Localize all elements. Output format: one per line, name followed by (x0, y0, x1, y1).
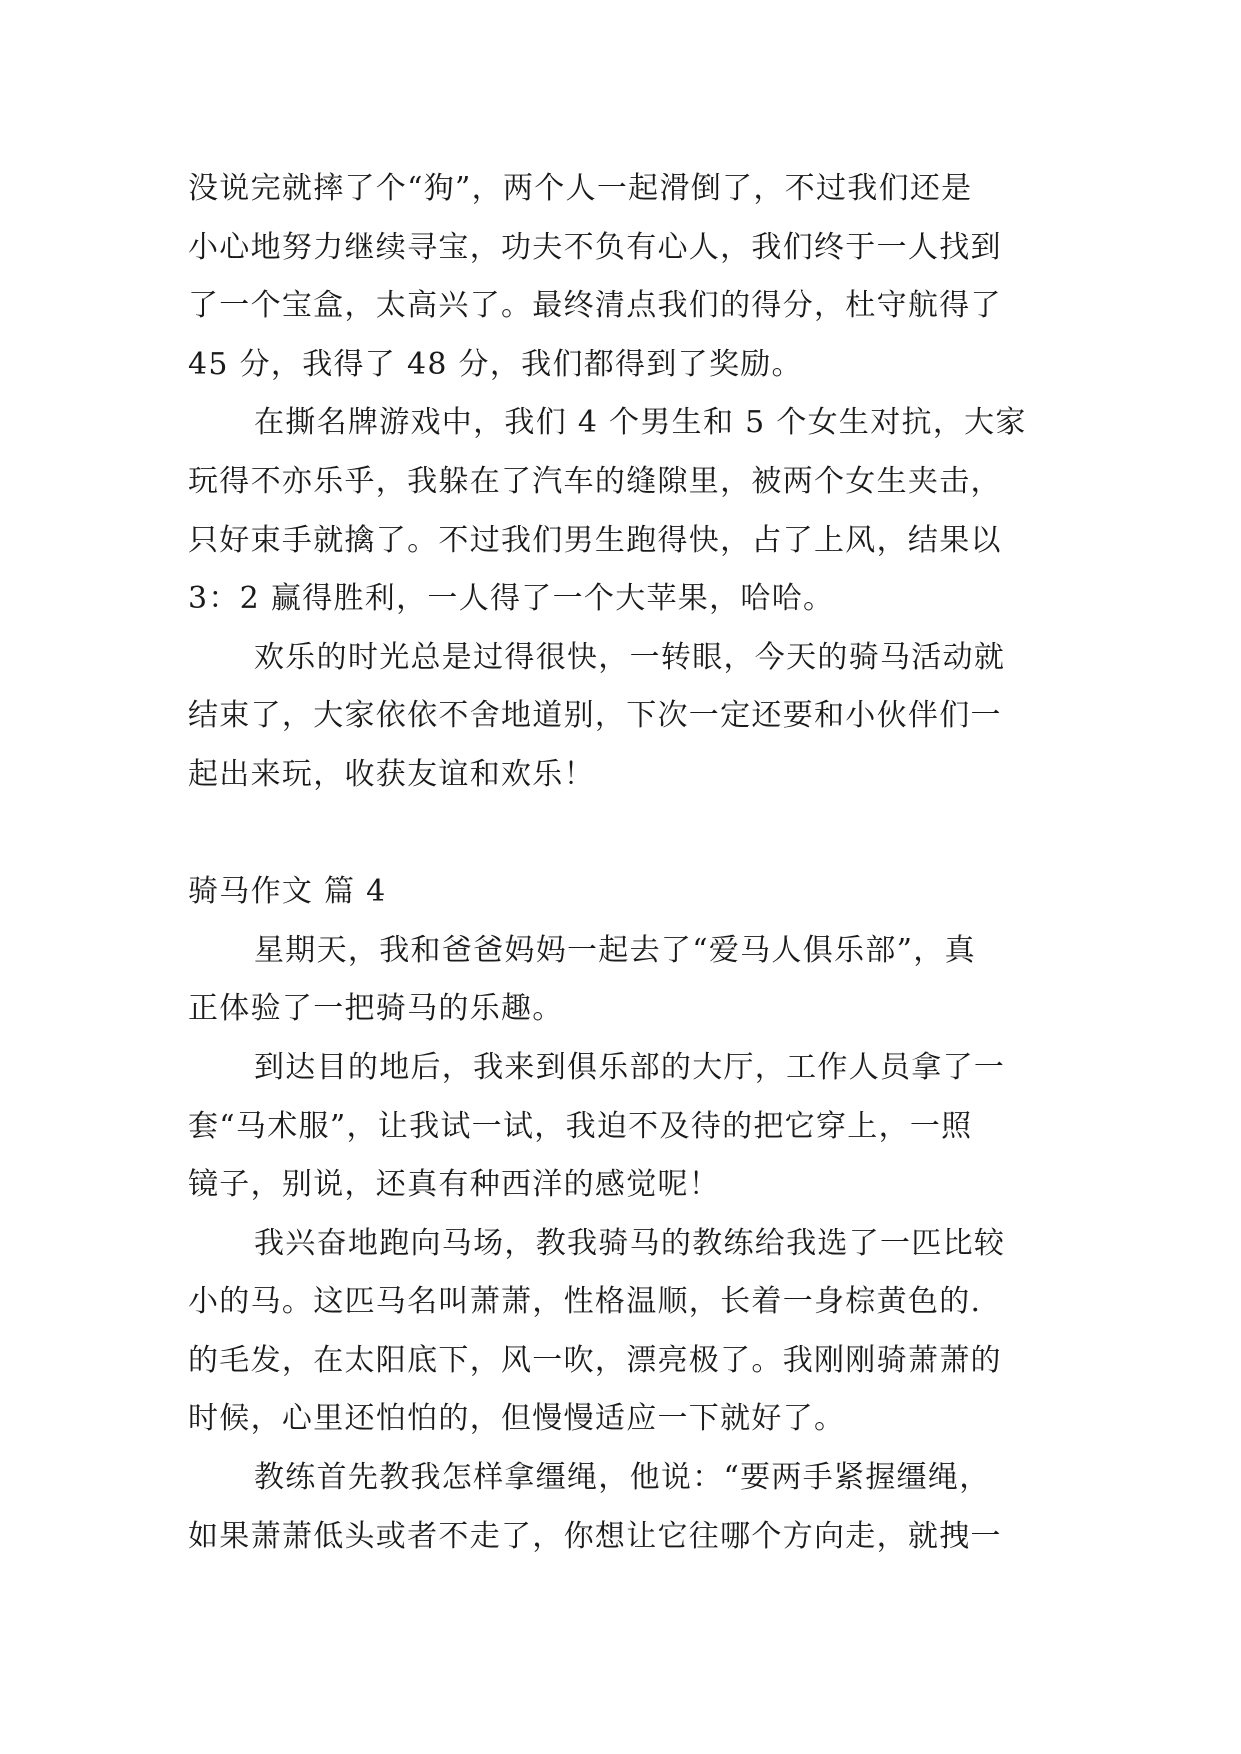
text-line: 正体验了一把骑马的乐趣。 (188, 991, 564, 1027)
text-line: 到达目的地后，我来到俱乐部的大厅，工作人员拿了一 (254, 1049, 1006, 1085)
text-line: 了一个宝盒，太高兴了。最终清点我们的得分，杜守航得了 (188, 288, 1002, 324)
text-line: 45 分，我得了 48 分，我们都得到了奖励。 (188, 346, 803, 382)
text-line: 镜子，别说，还真有种西洋的感觉呢！ (188, 1167, 721, 1203)
text-line: 没说完就摔了个“狗”，两个人一起滑倒了，不过我们还是 (188, 171, 973, 206)
paragraph-4 (188, 922, 1060, 1039)
paragraph-1 (188, 160, 1060, 394)
text-line: 套“马术服”，让我试一试，我迫不及待的把它穿上，一照 (188, 1108, 973, 1144)
text-line: 只好束手就擒了。不过我们男生跑得快，占了上风，结果以 (188, 522, 1002, 558)
blank-line (188, 805, 1060, 864)
text-line: 起出来玩，收获友谊和欢乐！ (188, 756, 595, 792)
text-line: 时候，心里还怕怕的，但慢慢适应一下就好了。 (188, 1401, 846, 1437)
text-line: 我兴奋地跑向马场，教我骑马的教练给我选了一匹比较 (254, 1225, 1006, 1261)
paragraph-2 (188, 394, 1060, 628)
text-line: 玩得不亦乐乎，我躲在了汽车的缝隙里，被两个女生夹击， (188, 463, 1002, 499)
paragraph-5 (188, 1039, 1060, 1215)
text-line: 小的马。这匹马名叫萧萧，性格温顺，长着一身棕黄色的. (188, 1284, 982, 1320)
section-heading: 骑马作文 篇 4 (188, 874, 387, 910)
text-line: 欢乐的时光总是过得很快，一转眼，今天的骑马活动就 (254, 639, 1006, 675)
paragraph-6 (188, 1215, 1060, 1449)
text-line: 小心地努力继续寻宝，功夫不负有心人，我们终于一人找到 (188, 229, 1002, 265)
text-line: 如果萧萧低头或者不走了，你想让它往哪个方向走，就拽一 (188, 1518, 1002, 1554)
paragraph-3 (188, 629, 1060, 805)
text-line: 教练首先教我怎样拿缰绳，他说：“要两手紧握缰绳， (254, 1460, 991, 1496)
paragraph-7 (188, 1449, 1060, 1566)
text-line: 3：2 赢得胜利，一人得了一个大苹果，哈哈。 (188, 581, 835, 617)
essay-body (188, 160, 1060, 1566)
text-line: 结束了，大家依依不舍地道别，下次一定还要和小伙伴们一 (188, 698, 1002, 734)
text-line: 的毛发，在太阳底下，风一吹，漂亮极了。我刚刚骑萧萧的 (188, 1342, 1002, 1378)
text-line: 星期天，我和爸爸妈妈一起去了“爱马人俱乐部”，真 (254, 932, 976, 968)
text-line: 在撕名牌游戏中，我们 4 个男生和 5 个女生对抗，大家 (254, 405, 1027, 441)
